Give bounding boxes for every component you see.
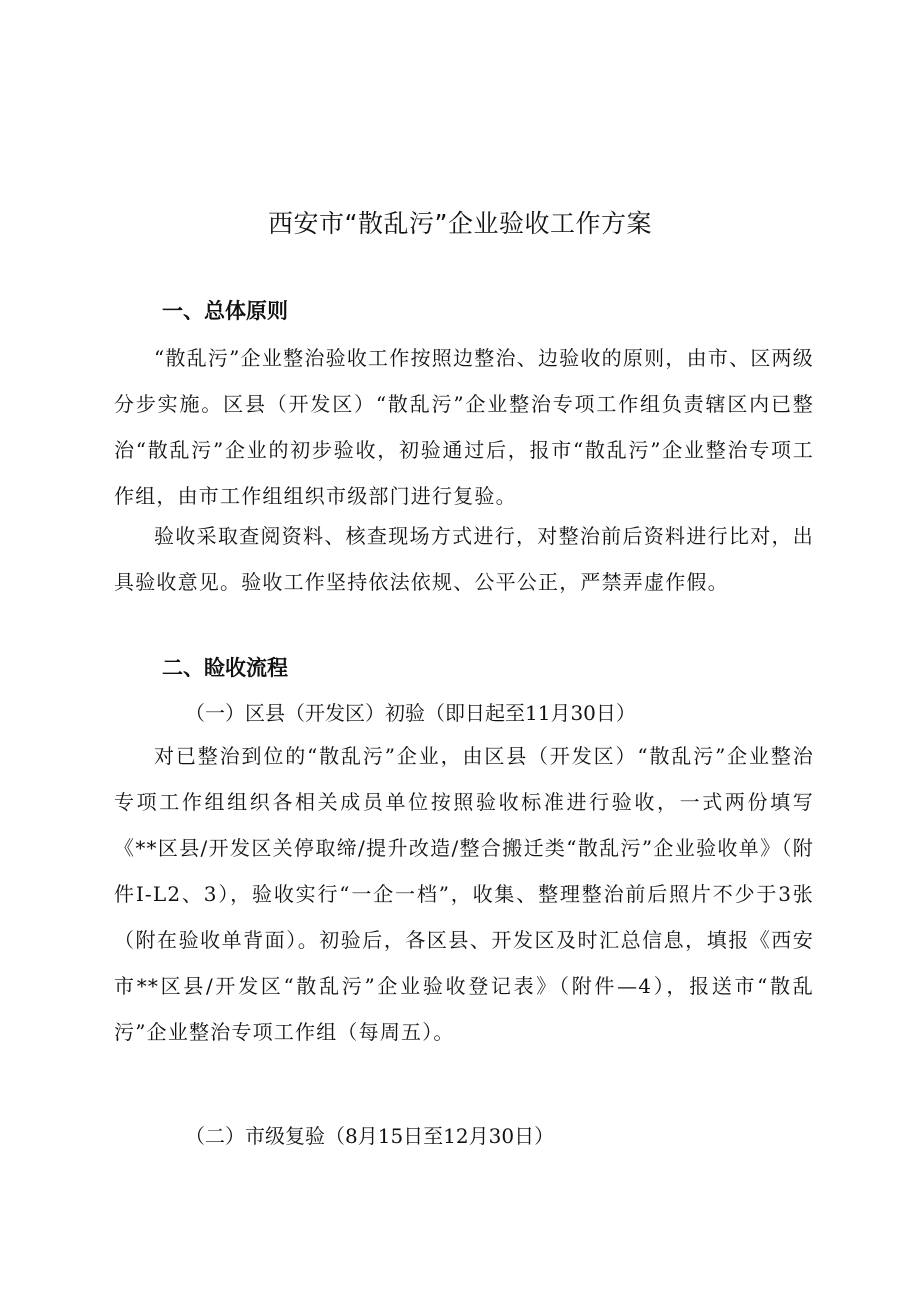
- section-heading-process: 二、睑收流程: [162, 656, 288, 680]
- paragraph-principles-1: “散乱污”企业整治验收工作按照边整治、边验收的原则，由市、区两级分步实施。区县（开发区）“散乱污”企业整治专项工作组负责辖区内已整治“散乱污”企业的初步验收，初验通过后，报市“散乱污”企业整治专项工作组，由市工作组组织市级部门进行复验。: [114, 346, 814, 508]
- paragraph-principles-2: 验收采取查阅资料、核查现场方式进行，对整治前后资料进行比对，出具验收意见。验收工作坚持依法依规、公平公正，严禁弄虚作假。: [114, 524, 814, 594]
- section-heading-principles: 一、总体原则: [162, 299, 288, 323]
- paragraph-district-check: 对已整治到位的“散乱污”企业，由区县（开发区）“散乱污”企业整治专项工作组组织各相关成员单位按照验收标准进行验收，一式两份填写《**区县/开发区关停取缔/提升改造/整合搬迁类“散乱污”企业验收单》（附件I-L2、3），验收实行“一企一档”，收集、整理整治前后照片不少于3张（附在验收单背面）。初验后，各区县、开发区及时汇总信息，填报《西安市**区县/开发区“散乱污”企业验收登记表》（附件—4），报送市“散乱污”企业整治专项工作组（每周五）。: [114, 744, 814, 1044]
- subsection-heading-city-recheck: （二）市级复验（8月15日至12月30日）: [185, 1124, 555, 1148]
- subsection-heading-district-check: （一）区县（开发区）初验（即日起至11月30日）: [185, 701, 636, 725]
- document-title: 西安市“散乱污”企业验收工作方案: [268, 209, 652, 238]
